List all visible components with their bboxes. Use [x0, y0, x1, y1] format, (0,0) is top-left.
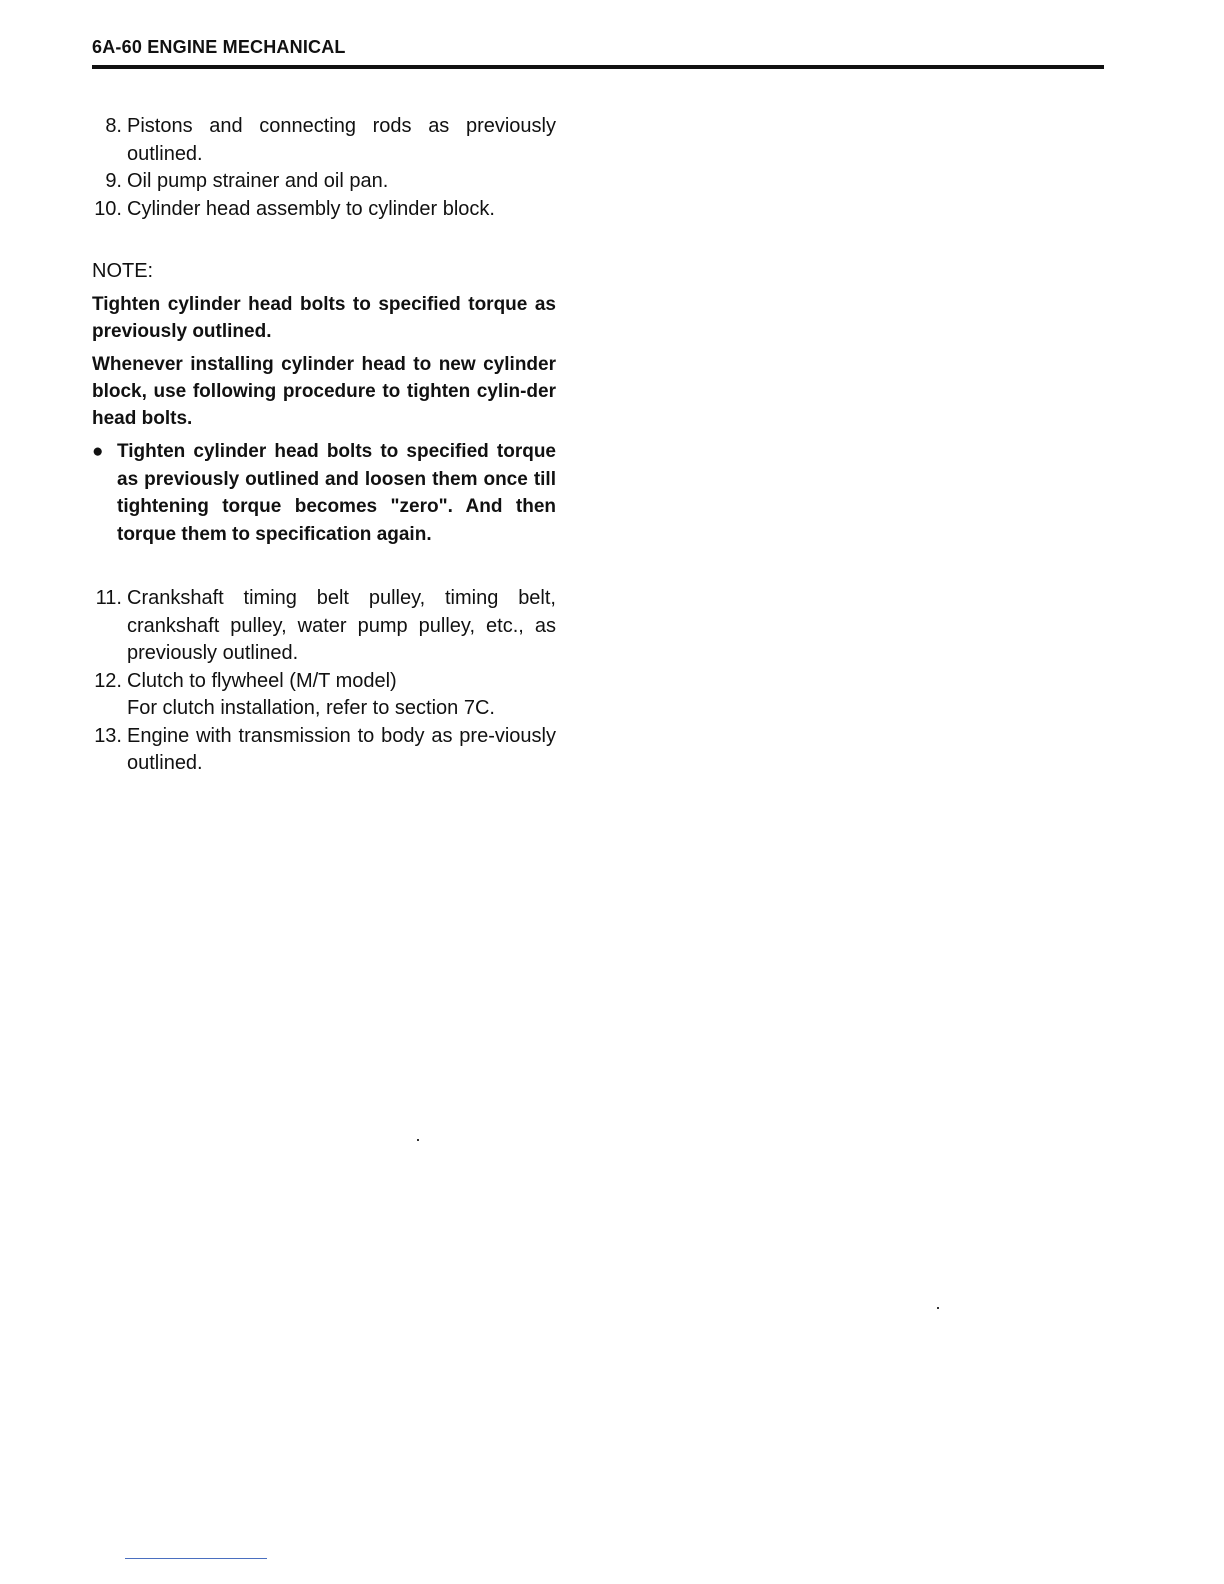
step-item-12: [92, 668, 556, 723]
step-text: Cylinder head assembly to cylinder block.: [127, 197, 495, 220]
note-block: [92, 258, 556, 548]
step-item-11: [92, 585, 556, 668]
footer-rule: [125, 1558, 267, 1559]
scan-speck: [417, 1139, 419, 1141]
note-paragraph-2: Whenever installing cylinder head to new cylinder block, use following procedure to tighten cylin-der head bolts.: [92, 354, 556, 429]
page-header-title: 6A-60 ENGINE MECHANICAL: [92, 37, 346, 57]
bullet-icon: ●: [92, 441, 104, 462]
step-text: Crankshaft timing belt pulley, timing belt, crankshaft pulley, water pump pulley, etc., as previously outlined.: [127, 587, 556, 664]
scan-speck: [937, 1307, 939, 1309]
step-item-13: [92, 723, 556, 778]
step-item-10: [92, 196, 556, 224]
step-number: 10.: [94, 197, 122, 220]
header-rule: [92, 65, 1104, 69]
step-text: Pistons and connecting rods as previously outlined.: [127, 115, 556, 165]
step-text: Clutch to flywheel (M/T model): [127, 669, 397, 692]
step-subtext: For clutch installation, refer to section 7C.: [127, 697, 495, 719]
step-item-9: [92, 168, 556, 196]
steps-top-list: [92, 113, 556, 223]
note-bullet-item: [92, 438, 556, 548]
step-number: 12.: [94, 669, 122, 692]
steps-bottom-list: [92, 585, 556, 778]
step-item-8: [92, 113, 556, 168]
step-text: Engine with transmission to body as pre-viously outlined.: [127, 724, 556, 774]
step-text: Oil pump strainer and oil pan.: [127, 170, 389, 192]
note-bullet-text: Tighten cylinder head bolts to specified torque as previously outlined and loosen them once till tightening torque becomes "zero". And then torque them to specification again.: [117, 441, 556, 545]
step-number: 13.: [94, 724, 122, 747]
note-heading: NOTE:: [92, 260, 154, 282]
step-number: 8.: [105, 115, 122, 137]
note-paragraph-1: Tighten cylinder head bolts to specified torque as previously outlined.: [92, 294, 556, 342]
step-number: 11.: [95, 587, 122, 609]
step-number: 9.: [105, 170, 122, 192]
